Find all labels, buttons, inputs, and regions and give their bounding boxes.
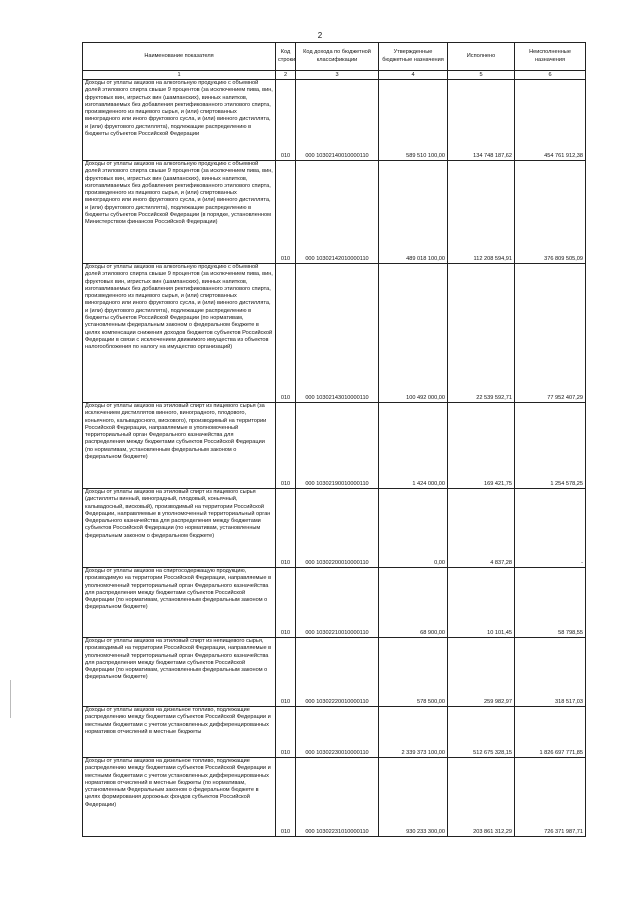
approved-amount: 589 510 100,00 — [379, 80, 448, 161]
approved-amount: 68 900,00 — [379, 568, 448, 638]
remaining-amount: 77 952 407,29 — [515, 264, 586, 403]
indicator-name: Доходы от уплаты акцизов на этиловый спирт из пищевого сырья (дистилляты винный, виноградный, плодовый, коньячный, кальвадосный, висковый), производимый на территории Российской Федерации, направляемые в уполномоченный территориальный орган Федерального казначейства для распределения между бюджетами субъектов Российской Федерации (по нормативам, установленным федеральным законом о федеральном бюджете) — [83, 489, 276, 568]
column-number: 6 — [515, 71, 586, 80]
header-executed: Исполнено — [448, 43, 515, 71]
header-code: Код строки — [276, 43, 296, 71]
approved-amount: 578 500,00 — [379, 638, 448, 707]
approved-amount: 1 424 000,00 — [379, 403, 448, 489]
line-code: 010 — [276, 264, 296, 403]
indicator-name: Доходы от уплаты акцизов на этиловый спирт из непищевого сырья, производимый на территории Российской Федерации, направляемые в уполномоченный территориальный орган Федерального казначейства для распределения между бюджетами субъектов Российской Федерации (по нормативам, установленным федеральным законом о федеральном бюджете) — [83, 638, 276, 707]
approved-amount: 489 018 100,00 — [379, 161, 448, 264]
line-code: 010 — [276, 568, 296, 638]
table-row — [83, 758, 586, 837]
income-code: 000 10302230010000110 — [296, 707, 379, 758]
income-code: 000 10302143010000110 — [296, 264, 379, 403]
income-code: 000 10302140010000110 — [296, 80, 379, 161]
executed-amount: 203 861 312,29 — [448, 758, 515, 837]
indicator-name: Доходы от уплаты акцизов на дизельное топливо, подлежащие распределению между бюджетами субъектов Российской Федерации и местными бюджетами с учетом установленных дифференцированных нормативов отчислений в местные бюджеты — [83, 707, 276, 758]
scan-margin-mark — [10, 680, 11, 718]
line-code: 010 — [276, 161, 296, 264]
executed-amount: 512 675 328,15 — [448, 707, 515, 758]
indicator-name: Доходы от уплаты акцизов на дизельное топливо, подлежащие распределению между бюджетами субъектов Российской Федерации и местными бюджетами с учетом установленных дифференцированных нормативов отчислений в местные бюджеты (по нормативам, установленным Федеральным законом о федеральном бюджете в целях формирования дорожных фондов субъектов Российской Федерации) — [83, 758, 276, 837]
executed-amount: 134 748 187,62 — [448, 80, 515, 161]
income-code: 000 10302142010000110 — [296, 161, 379, 264]
executed-amount: 22 539 592,71 — [448, 264, 515, 403]
table-row — [83, 264, 586, 403]
income-code: 000 10302220010000110 — [296, 638, 379, 707]
header-remaining: Неисполненные назначения — [515, 43, 586, 71]
table-row — [83, 489, 586, 568]
table-header-row — [83, 43, 586, 71]
page-number: 2 — [317, 31, 323, 40]
indicator-name: Доходы от уплаты акцизов на спиртосодержащую продукцию, производимую на территории Российской Федерации, направляемые в уполномоченный территориальный орган Федерального казначейства для распределения между бюджетами субъектов Российской Федерации (по нормативам, установленным федеральным законом о федеральном бюджете) — [83, 568, 276, 638]
line-code: 010 — [276, 403, 296, 489]
column-number: 4 — [379, 71, 448, 80]
income-report-table — [82, 42, 586, 837]
remaining-amount: 1 826 697 771,85 — [515, 707, 586, 758]
line-code: 010 — [276, 758, 296, 837]
table-row — [83, 568, 586, 638]
line-code: 010 — [276, 638, 296, 707]
table-row — [83, 638, 586, 707]
column-number: 1 — [83, 71, 276, 80]
column-number: 3 — [296, 71, 379, 80]
column-number: 2 — [276, 71, 296, 80]
line-code: 010 — [276, 707, 296, 758]
executed-amount: 169 421,75 — [448, 403, 515, 489]
header-plan: Утвержденные бюджетные назначения — [379, 43, 448, 71]
indicator-name: Доходы от уплаты акцизов на алкогольную продукцию с объемной долей этилового спирта свыше 9 процентов (за исключением пива, вин, фруктовых вин, игристых вин (шампанских), винных напитков, изготавливаемых без добавления ректификованного этилового спирта, произведенного из пищевого сырья, и (или) спиртованных виноградного или иного фруктового сусла, и (или) винного дистиллята, и (или) фруктового дистиллята), подлежащие распределению в бюджеты субъектов Российской Федерации (в порядке, установленном Министерством финансов Российской Федерации) — [83, 161, 276, 264]
remaining-amount: 1 254 578,25 — [515, 403, 586, 489]
line-code: 010 — [276, 489, 296, 568]
remaining-amount: - — [515, 489, 586, 568]
indicator-name: Доходы от уплаты акцизов на этиловый спирт из пищевого сырья (за исключением дистиллятов винного, виноградного, плодового, коньячного, кальвадосного, вискового), производимый на территории Российской Федерации, направляемые в уполномоченный территориальный орган Федерального казначейства для распределения между бюджетами субъектов Российской Федерации (по нормативам, установленным федеральным законом о федеральном бюджете) — [83, 403, 276, 489]
remaining-amount: 318 517,03 — [515, 638, 586, 707]
income-code: 000 10302231010000110 — [296, 758, 379, 837]
remaining-amount: 58 798,55 — [515, 568, 586, 638]
income-code: 000 10302200010000110 — [296, 489, 379, 568]
executed-amount: 10 101,45 — [448, 568, 515, 638]
column-number: 5 — [448, 71, 515, 80]
table-row — [83, 80, 586, 161]
approved-amount: 2 339 373 100,00 — [379, 707, 448, 758]
indicator-name: Доходы от уплаты акцизов на алкогольную продукцию с объемной долей этилового спирта свыше 9 процентов (за исключением пива, вин, фруктовых вин, игристых вин (шампанских), винных напитков, изготавливаемых без добавления ректификованного этилового спирта, произведенного из пищевого сырья, и (или) спиртованных виноградного или иного фруктового сусла, и (или) винного дистиллята, и (или) фруктового дистиллята), подлежащие распределению в бюджеты субъектов Российской Федерации — [83, 80, 276, 161]
indicator-name: Доходы от уплаты акцизов на алкогольную продукцию с объемной долей этилового спирта свыше 9 процентов (за исключением пива, вин, фруктовых вин, игристых вин (шампанских), винных напитков, изготавливаемых без добавления ректификованного этилового спирта, произведенного из пищевого сырья, и (или) спиртованных виноградного или иного фруктового сусла, и (или) винного дистиллята, и (или) фруктового дистиллята), подлежащие распределению в бюджеты субъектов Российской Федерации (по нормативам, установленным федеральным законом о федеральном бюджете в целях компенсации снижения доходов бюджетов субъектов Российской Федерации в связи с исключением движимого имущества из объектов налогообложения по налогу на имущество организаций) — [83, 264, 276, 403]
table-row — [83, 707, 586, 758]
line-code: 010 — [276, 80, 296, 161]
remaining-amount: 454 761 912,38 — [515, 80, 586, 161]
header-name: Наименование показателя — [83, 43, 276, 71]
approved-amount: 100 492 000,00 — [379, 264, 448, 403]
remaining-amount: 376 809 505,09 — [515, 161, 586, 264]
approved-amount: 930 233 300,00 — [379, 758, 448, 837]
executed-amount: 4 837,28 — [448, 489, 515, 568]
income-code: 000 10302190010000110 — [296, 403, 379, 489]
approved-amount: 0,00 — [379, 489, 448, 568]
remaining-amount: 726 371 987,71 — [515, 758, 586, 837]
executed-amount: 259 982,97 — [448, 638, 515, 707]
income-code: 000 10302210010000110 — [296, 568, 379, 638]
table-row — [83, 403, 586, 489]
executed-amount: 112 208 594,91 — [448, 161, 515, 264]
column-number-row — [83, 71, 586, 80]
header-kbk: Код дохода по бюджетной классификации — [296, 43, 379, 71]
table-row — [83, 161, 586, 264]
